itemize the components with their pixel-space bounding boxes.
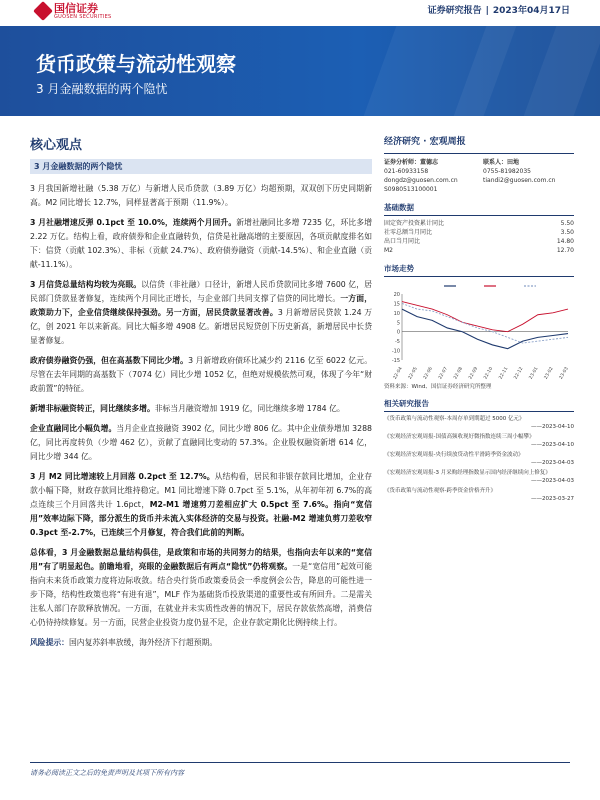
market-trend-chart xyxy=(384,280,574,380)
paragraph-4 xyxy=(30,354,372,396)
related-title: 相关研究报告 xyxy=(384,398,574,412)
risk-label: 风险提示： xyxy=(30,638,69,647)
sidebar-divider xyxy=(384,153,574,154)
related-item-text[interactable]: 《宏观经济宏观周报-国债高频收现好微指数连续三周小幅攀》 xyxy=(384,434,535,440)
title-banner xyxy=(0,26,600,116)
logo-mark-icon xyxy=(33,1,53,21)
paragraph-3-body1: 以信贷（非社融）口径计，新增人民币贷款同比多增 7600 亿，居民部门贷款显著修复，连续两个月同比正增长，与企业部门共同支撑了信贷的同比增长。 xyxy=(30,280,373,303)
basic-data-label: M2 xyxy=(384,247,393,254)
basic-data-table xyxy=(384,219,574,255)
basic-data-row xyxy=(384,228,574,237)
related-item-text[interactable]: 《货币政策与流动性观察-本周存单到期超过 5000 亿元》 xyxy=(384,416,525,422)
report-date: 2023年04月17日 xyxy=(492,6,570,16)
related-item[interactable] xyxy=(384,433,574,449)
related-item-date: ——2023-04-10 xyxy=(531,442,574,448)
analyst-1-phone: 021-60933158 xyxy=(384,168,429,175)
paragraph-7 xyxy=(30,470,372,540)
chart-source: 资料来源：Wind、国信证券经济研究所整理 xyxy=(384,384,492,390)
company-logo xyxy=(36,0,112,22)
x-tick-label: 22-07 xyxy=(438,366,450,380)
y-tick-label: 20 xyxy=(393,292,400,298)
analyst-2-phone: 0755-81982035 xyxy=(483,168,531,175)
market-trend-title: 市场走势 xyxy=(384,263,574,277)
related-item-text[interactable]: 《宏观经济宏观周报-央行续放贷动性平滑跨季资金波动》 xyxy=(384,452,524,458)
paragraph-8-body: 一是“宽信用”起效可能指向未来货币政策力度将边际收敛。结合央行货币政策委员会一季度例会公告，降息的可能性进一步下降，结构性政策也将“有进有退”，MLF 作为基础货币投放渠道的重要性或有所回升。二是需关注私人部门存款释放情况。一方面，在就业并未实质性改善的情况下，居民存款依然高增，消费信心仍待持续修复。另一方面，民营企业投资力度仍显不足，企业存款定期化比例持续上行。 xyxy=(30,562,373,627)
footer-disclaimer: 请务必阅读正文之后的免责声明及其项下所有内容 xyxy=(30,769,184,777)
top-header xyxy=(0,0,600,26)
x-tick-label: 22-05 xyxy=(407,366,419,380)
paragraph-5-body: 非标当月融资增加 1919 亿，同比继续多增 1784 亿。 xyxy=(154,404,345,413)
footer-divider xyxy=(30,762,570,763)
basic-data-row xyxy=(384,219,574,228)
sidebar-title: 经济研究 · 宏观周报 xyxy=(384,137,466,147)
basic-data-row xyxy=(384,237,574,246)
series-line xyxy=(402,302,568,332)
x-tick-label: 23-01 xyxy=(528,366,540,380)
related-item[interactable] xyxy=(384,451,574,467)
paragraph-2-lead: 3 月社融增速反弹 0.1pct 至 10.0%，连续两个月回升。 xyxy=(30,218,237,227)
y-tick-label: -10 xyxy=(391,348,400,355)
basic-data-row xyxy=(384,246,574,255)
basic-data-value: 5.50 xyxy=(560,220,574,227)
section-subhead: 3 月金融数据的两个隐忧 xyxy=(30,159,372,174)
paragraph-5 xyxy=(30,402,372,416)
x-tick-label: 22-12 xyxy=(513,366,525,380)
section-title: 核心观点 xyxy=(30,138,83,153)
risk-warning xyxy=(30,636,372,650)
paragraph-2-body: 新增社融同比多增 7235 亿，环比多增 2.22 万亿。结构上看，政府债券和企业直融转负，信贷是社融高增的主要原因，各项贡献度排名如下：信贷（贡献 102.3%）、非标（贡献 24.7%）、政府债券融资（贡献-14.5%）、和企业直融（贡献-11.1%）。 xyxy=(30,218,372,269)
analyst-1-email[interactable]: dongdz@guosen.com.cn xyxy=(384,177,458,184)
x-tick-label: 23-02 xyxy=(543,366,555,380)
paragraph-4-lead: 政府债券融资仍强，但在高基数下同比少增。 xyxy=(30,356,189,365)
x-tick-label: 22-10 xyxy=(483,366,495,380)
related-item[interactable] xyxy=(384,487,574,503)
x-tick-label: 22-11 xyxy=(498,366,510,380)
paragraph-3-lead: 3 月信贷总量结构均较为亮眼。 xyxy=(30,280,142,289)
y-tick-label: 0 xyxy=(396,329,400,336)
paragraph-7-body: 从结构看，居民和非银存款同比增加，企业存款小幅下降，财政存款同比维持稳定。M1 同比增速下降 0.7pct 至 5.1%，从年初年初 6.7%的高点连续三个月回落共计 1.6pct， xyxy=(30,472,372,509)
paragraph-7-bold: M2-M1 增速剪刀差相应扩大 0.5pct 至 7.6%。指向“宽信用”效率边际下降，部分派生的货币并未流入实体经济的交易与投资。社融-M2 增速负剪刀差收窄 0.3pct 至-2.7%，已连续三个月修复，符合我们此前的判断。 xyxy=(30,500,373,537)
paragraph-6-body: 当月企业直接融资 3902 亿，同比少增 806 亿。其中企业债券增加 3288 亿，同比再度转负（少增 462 亿），贡献了直融同比变动的 57.3%。企业股权融资新增 614 亿，同比少增 344 亿。 xyxy=(30,424,372,461)
report-type: 证券研究报告 xyxy=(427,6,482,16)
report-subtitle: 3 月金融数据的两个隐忧 xyxy=(36,82,168,96)
paragraph-6-lead: 企业直融同比小幅负增。 xyxy=(30,424,117,433)
logo-cn: 国信证券 xyxy=(54,1,98,15)
analyst-1 xyxy=(384,158,475,194)
analyst-1-name: 证券分析师：董德志 xyxy=(384,159,439,166)
paragraph-8-bold: 总体看，3 月金融数据总量结构俱佳，是政策和市场的共同努力的结果，也指向去年以来的“宽信用”有了明显起色。前瞻地看，亮眼的金融数据后有两点“隐忧”仍将观察。 xyxy=(30,548,372,571)
paragraph-3 xyxy=(30,278,372,348)
sidebar xyxy=(384,134,574,505)
report-meta: 证券研究报告 | 2023年04月17日 xyxy=(427,6,570,16)
paragraph-5-lead: 新增非标融资转正，同比继续多增。 xyxy=(30,404,155,413)
x-tick-label: 22-06 xyxy=(423,366,434,380)
basic-data-value: 14.80 xyxy=(556,238,574,245)
basic-data-label: 固定资产投资累计同比 xyxy=(384,220,445,227)
analyst-2-name: 联系人：田地 xyxy=(483,159,520,166)
basic-data-value: 12.70 xyxy=(556,247,574,254)
related-item-date: ——2023-04-10 xyxy=(531,424,574,430)
report-title: 货币政策与流动性观察 xyxy=(36,52,236,76)
paragraph-3-bold1: 一方面，政策助力下，企业信贷继续保持强劲。 xyxy=(30,294,372,317)
market-trend-svg xyxy=(384,280,574,380)
y-tick-label: -15 xyxy=(391,358,400,364)
analyst-block xyxy=(384,158,574,194)
basic-data-title: 基础数据 xyxy=(384,202,574,216)
y-tick-label: 5 xyxy=(396,320,400,327)
x-tick-label: 22-08 xyxy=(453,366,465,380)
related-list xyxy=(384,415,574,503)
y-tick-label: -5 xyxy=(395,339,400,346)
paragraph-3-body2: 3 月新增居民贷款 1.24 万亿，创 2021 年以来新高。同比大幅多增 4908 亿。新增居民短贷创下历史新高，新增居民中长贷显著修复。 xyxy=(30,308,373,345)
analyst-2 xyxy=(483,158,574,194)
risk-body: 国内复苏斜率放缓，海外经济下行超预期。 xyxy=(68,638,218,647)
related-item-text[interactable]: 《宏观经济宏观周报-3 月采购经理指数显示国内经济继续向上修复》 xyxy=(384,470,551,476)
paragraph-1: 3 月我国新增社融（5.38 万亿）与新增人民币贷款（3.89 万亿）均超预期，双双创下历史同期新高。M2 同比增长 12.7%，同样显著高于预期（11.9%）。 xyxy=(30,184,372,207)
paragraph-4-body: 3 月新增政府债环比减少约 2116 亿至 6022 亿元。尽管在去年同期的高基数下（7074 亿）同比少增 1052 亿，但绝对规模依然可观，体现了今年“财政前置”的特征。 xyxy=(30,356,372,393)
main-content xyxy=(30,134,372,656)
related-item[interactable] xyxy=(384,469,574,485)
logo-en: GUOSEN SECURITIES xyxy=(54,13,112,20)
related-item-date: ——2023-04-03 xyxy=(531,478,574,484)
related-item[interactable] xyxy=(384,415,574,431)
x-tick-label: 22-09 xyxy=(468,366,480,380)
paragraph-3-bold2: 另一方面，居民贷款显著改善。 xyxy=(165,308,278,317)
series-line xyxy=(402,309,568,349)
paragraph-8 xyxy=(30,546,372,630)
paragraph-6 xyxy=(30,422,372,464)
paragraph-7-lead: 3 月 M2 同比增速较上月回落 0.2pct 至 12.7%。 xyxy=(30,472,215,481)
y-tick-label: 10 xyxy=(393,310,400,317)
basic-data-label: 出口当月同比 xyxy=(384,238,421,245)
basic-data-label: 社零总额当月同比 xyxy=(384,229,433,236)
related-item-text[interactable]: 《货币政策与流动性观察-跨季资金价格齐升》 xyxy=(384,488,496,494)
x-tick-label: 23-03 xyxy=(558,366,570,380)
related-item-date: ——2023-03-27 xyxy=(531,496,574,502)
paragraph-2 xyxy=(30,216,372,272)
x-tick-label: 22-04 xyxy=(392,366,404,380)
y-tick-label: 15 xyxy=(393,301,400,308)
analyst-1-cert: S0980513100001 xyxy=(384,186,438,193)
analyst-2-email[interactable]: tiandi2@guosen.com.cn xyxy=(483,177,556,184)
basic-data-value: 3.50 xyxy=(560,229,574,236)
related-item-date: ——2023-04-03 xyxy=(531,460,574,466)
